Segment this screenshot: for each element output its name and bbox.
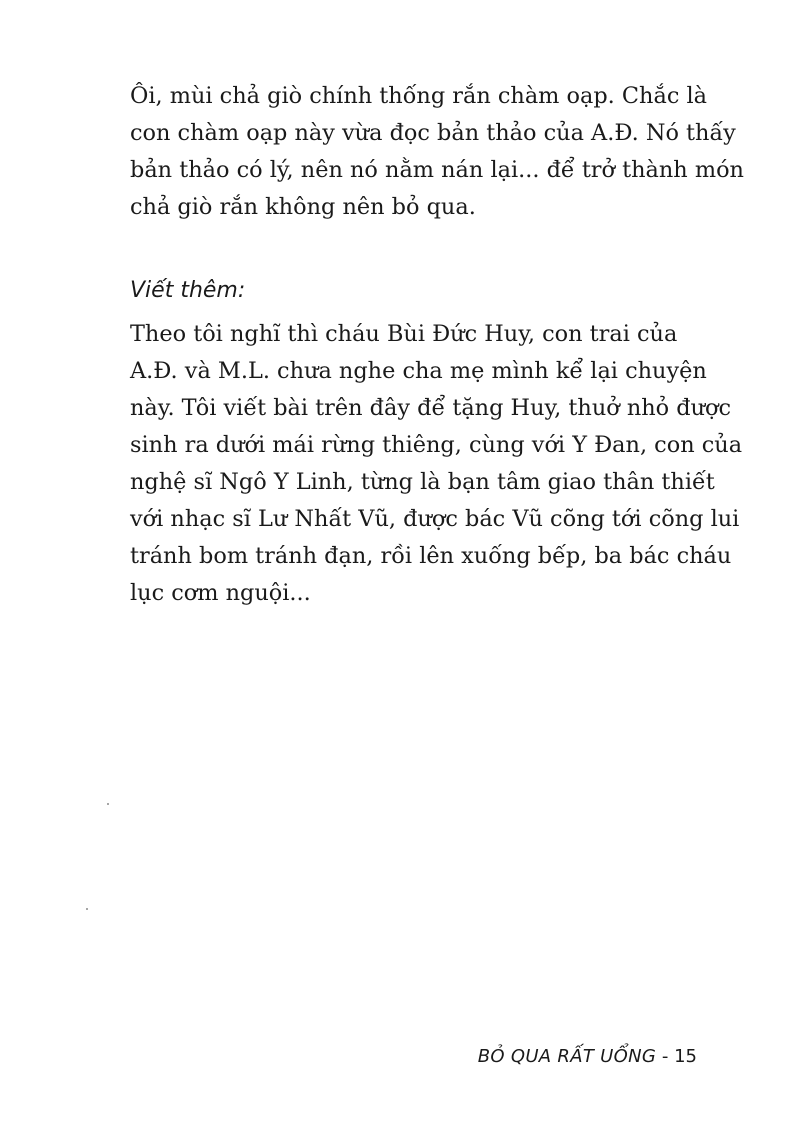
page-number: 15: [674, 1046, 697, 1067]
running-title: BỎ QUA RẤT UỔNG: [477, 1046, 657, 1067]
paragraph-1: [130, 78, 744, 226]
scan-speck: [107, 803, 109, 805]
paragraph-line: tránh bom tránh đạn, rồi lên xuống bếp, ba bác cháu: [130, 543, 732, 569]
scan-speck: [86, 908, 88, 910]
paragraph-line: với nhạc sĩ Lư Nhất Vũ, được bác Vũ cõng tới cõng lui: [130, 506, 740, 532]
paragraph-line: này. Tôi viết bài trên đây để tặng Huy, thuở nhỏ được: [130, 395, 732, 421]
paragraph-2: [130, 316, 743, 612]
paragraph-line: A.Đ. và M.L. chưa nghe cha mẹ mình kể lại chuyện: [130, 358, 707, 384]
page-footer: [478, 1044, 697, 1070]
paragraph-line: chả giò rắn không nên bỏ qua.: [130, 194, 476, 220]
section-heading: Viết thêm:: [130, 278, 246, 303]
footer-separator: -: [656, 1046, 675, 1067]
paragraph-line: bản thảo có lý, nên nó nằm nán lại... để trở thành món: [130, 157, 744, 183]
paragraph-line: Ôi, mùi chả giò chính thống rắn chàm oạp. Chắc là: [130, 83, 707, 109]
paragraph-line: con chàm oạp này vừa đọc bản thảo của A.Đ. Nó thấy: [130, 120, 736, 146]
paragraph-line: sinh ra dưới mái rừng thiêng, cùng với Y Đan, con của: [130, 432, 743, 458]
paragraph-line: Theo tôi nghĩ thì cháu Bùi Đức Huy, con trai của: [130, 321, 678, 347]
paragraph-line: lục cơm nguội...: [130, 580, 311, 606]
paragraph-line: nghệ sĩ Ngô Y Linh, từng là bạn tâm giao thân thiết: [130, 469, 715, 495]
